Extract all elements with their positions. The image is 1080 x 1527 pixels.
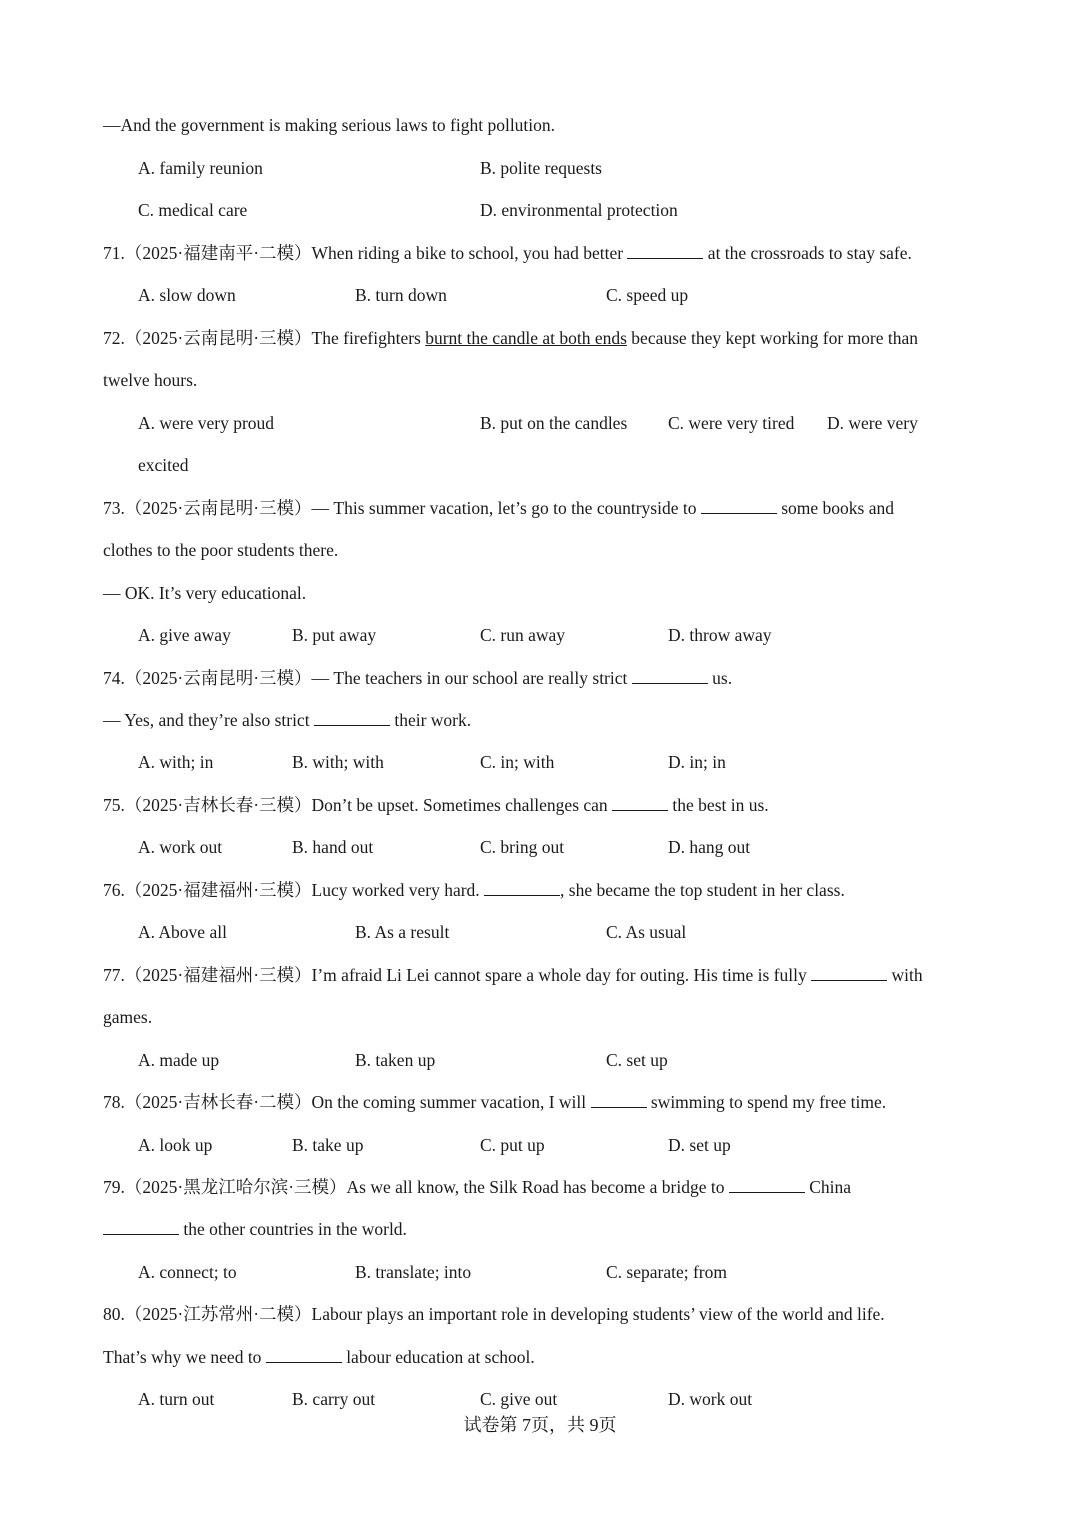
q72-number: 72.（2025·云南昆明·三模） <box>103 328 312 348</box>
q73-blank <box>701 497 777 514</box>
q78-option-b: B. take up <box>292 1135 364 1155</box>
q70-option-c: C. medical care <box>138 200 248 220</box>
q73-option-b: B. put away <box>292 625 377 645</box>
q76-option-a: A. Above all <box>138 922 227 942</box>
q78-option-a: A. look up <box>138 1135 213 1155</box>
q78-option-c: C. put up <box>480 1135 545 1155</box>
q70-option-b: B. polite requests <box>480 158 602 178</box>
q72-option-b: B. put on the candles <box>480 413 628 433</box>
q74-option-c: C. in; with <box>480 752 555 772</box>
q71-stem: 71.（2025·福建南平·二模）When riding a bike to school, you had better at the crossroads to stay safe. <box>103 243 912 263</box>
q74-option-a: A. with; in <box>138 752 214 772</box>
q75-option-a: A. work out <box>138 837 223 857</box>
q73-option-a: A. give away <box>138 625 231 645</box>
q73-stem-cont: clothes to the poor students there. <box>103 540 339 560</box>
q71-option-b: B. turn down <box>355 285 447 305</box>
q74-blank-2 <box>314 709 390 726</box>
q75-option-d: D. hang out <box>668 837 751 857</box>
q80-stem-cont: That’s why we need to labour education at school. <box>103 1347 535 1367</box>
q77-number: 77.（2025·福建福州·三模） <box>103 965 312 985</box>
q74-stem: 74.（2025·云南昆明·三模）— The teachers in our school are really strict us. <box>103 668 733 688</box>
q75-number: 75.（2025·吉林长春·三模） <box>103 795 312 815</box>
q74-option-d: D. in; in <box>668 752 726 772</box>
q70-option-a: A. family reunion <box>138 158 263 178</box>
q77-option-a: A. made up <box>138 1050 220 1070</box>
q79-blank-1 <box>729 1176 805 1193</box>
q73-option-c: C. run away <box>480 625 566 645</box>
q72-option-d-cont: excited <box>138 455 189 475</box>
q74-reply: — Yes, and they’re also strict their work. <box>103 710 472 730</box>
q77-stem-cont: games. <box>103 1007 153 1027</box>
q78-option-d: D. set up <box>668 1135 731 1155</box>
q76-option-c: C. As usual <box>606 922 687 942</box>
q76-option-b: B. As a result <box>355 922 450 942</box>
q79-stem: 79.（2025·黑龙江哈尔滨·三模）As we all know, the Silk Road has become a bridge to China <box>103 1177 852 1197</box>
q79-stem-cont: the other countries in the world. <box>103 1218 407 1240</box>
q74-number: 74.（2025·云南昆明·三模） <box>103 668 312 688</box>
q70-stem: —And the government is making serious laws to fight pollution. <box>103 115 556 135</box>
q80-option-b: B. carry out <box>292 1389 376 1409</box>
q75-blank <box>612 794 668 811</box>
q72-option-d: D. were very <box>827 413 918 433</box>
q71-blank <box>627 242 703 259</box>
q72-stem-cont: twelve hours. <box>103 370 198 390</box>
q72-underlined-phrase: burnt the candle at both ends <box>425 328 627 348</box>
q80-stem: 80.（2025·江苏常州·二模）Labour plays an important role in developing students’ view of the world and life. <box>103 1304 885 1324</box>
q80-option-a: A. turn out <box>138 1389 215 1409</box>
q73-stem: 73.（2025·云南昆明·三模）— This summer vacation, let’s go to the countryside to some books and <box>103 498 894 518</box>
q79-number: 79.（2025·黑龙江哈尔滨·三模） <box>103 1177 347 1197</box>
q74-blank-1 <box>632 667 708 684</box>
q77-blank <box>811 964 887 981</box>
q78-number: 78.（2025·吉林长春·二模） <box>103 1092 312 1112</box>
q78-blank <box>591 1091 647 1108</box>
q72-stem: 72.（2025·云南昆明·三模）The firefighters burnt the candle at both ends because they kept working for more than <box>103 328 919 348</box>
q76-stem: 76.（2025·福建福州·三模）Lucy worked very hard. , she became the top student in her class. <box>103 880 845 900</box>
q72-option-c: C. were very tired <box>668 413 795 433</box>
q74-option-b: B. with; with <box>292 752 384 772</box>
q71-option-a: A. slow down <box>138 285 236 305</box>
q71-number: 71.（2025·福建南平·二模） <box>103 243 312 263</box>
q79-option-a: A. connect; to <box>138 1262 237 1282</box>
q76-number: 76.（2025·福建福州·三模） <box>103 880 312 900</box>
q77-stem: 77.（2025·福建福州·三模）I’m afraid Li Lei cannot spare a whole day for outing. His time is fully with <box>103 965 923 985</box>
q77-option-b: B. taken up <box>355 1050 436 1070</box>
q79-blank-2 <box>103 1218 179 1235</box>
q76-blank <box>484 879 560 896</box>
q75-stem: 75.（2025·吉林长春·三模）Don’t be upset. Sometimes challenges can the best in us. <box>103 795 769 815</box>
q73-number: 73.（2025·云南昆明·三模） <box>103 498 312 518</box>
q79-option-b: B. translate; into <box>355 1262 472 1282</box>
page-footer: 试卷第 7页，共 9页 <box>463 1415 617 1435</box>
q73-option-d: D. throw away <box>668 625 772 645</box>
q70-option-d: D. environmental protection <box>480 200 678 220</box>
q71-option-c: C. speed up <box>606 285 689 305</box>
q80-number: 80.（2025·江苏常州·二模） <box>103 1304 312 1324</box>
q80-option-c: C. give out <box>480 1389 558 1409</box>
q80-blank <box>266 1346 342 1363</box>
q75-option-b: B. hand out <box>292 837 374 857</box>
q80-option-d: D. work out <box>668 1389 753 1409</box>
q72-option-a: A. were very proud <box>138 413 275 433</box>
q79-option-c: C. separate; from <box>606 1262 727 1282</box>
q75-option-c: C. bring out <box>480 837 565 857</box>
q73-reply: — OK. It’s very educational. <box>103 583 307 603</box>
q77-option-c: C. set up <box>606 1050 668 1070</box>
q78-stem: 78.（2025·吉林长春·二模）On the coming summer vacation, I will swimming to spend my free time. <box>103 1092 887 1112</box>
